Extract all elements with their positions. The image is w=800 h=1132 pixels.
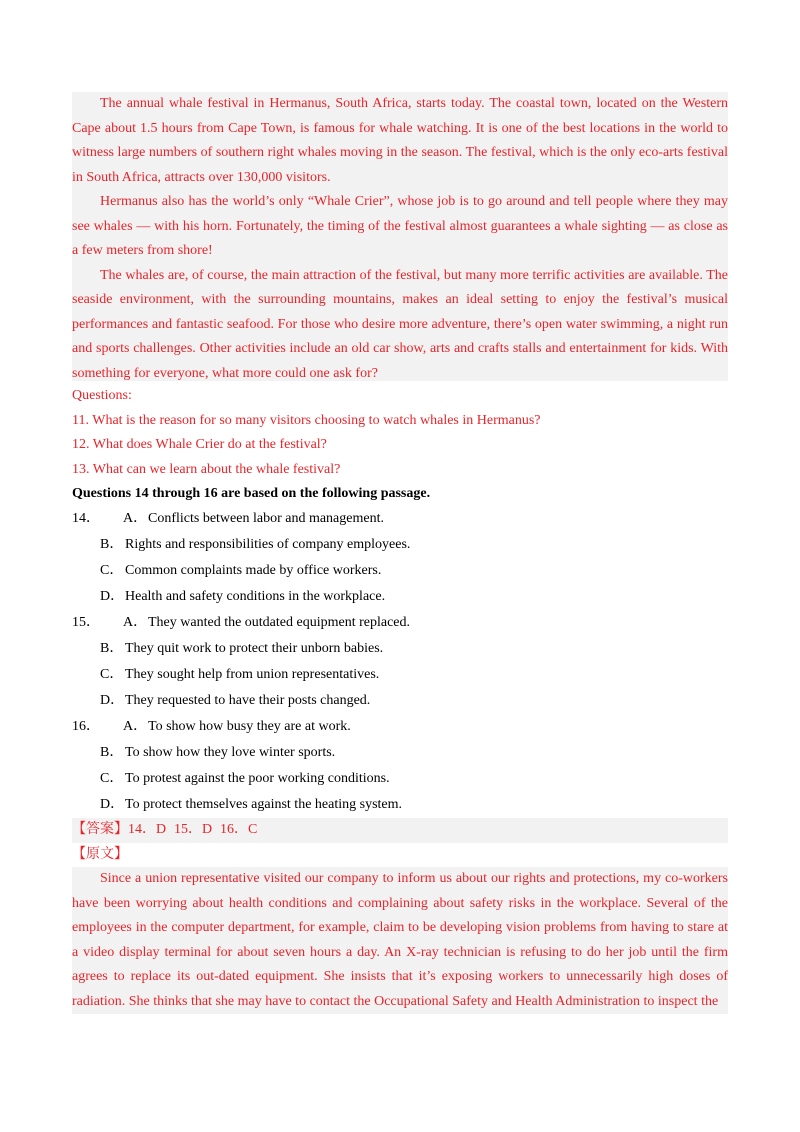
answer-15: 15．D xyxy=(174,822,213,837)
item-14-option-d xyxy=(100,584,385,610)
option-letter: A． xyxy=(123,615,148,630)
item-16-option-a xyxy=(72,714,351,740)
question-12: 12. What does Whale Crier do at the festival? xyxy=(72,437,327,452)
option-letter: D． xyxy=(100,797,125,812)
option-letter: B． xyxy=(100,537,124,552)
item-14-option-b xyxy=(100,532,410,558)
transcript-text: Since a union representative visited our company to inform us about our rights and protections, my co-workers have been worrying about health conditions and complaining about safety risks in the workplace. Several of the employees in the computer department, for example, claim to be developing vision problems from having to stare at a video display terminal for about seven hours a day. An X-ray technician is refusing to do her job until the firm agrees to replace its out-dated equipment. She insists that it’s exposing workers to unnecessarily high doses of radiation. She thinks that she may have to contact the Occupational Safety and Health Administration to inspect the xyxy=(72,871,728,1009)
option-text: To show how busy they are at work. xyxy=(148,719,351,734)
transcript-label: 【原文】 xyxy=(72,847,128,862)
option-text: They quit work to protect their unborn babies. xyxy=(125,641,384,656)
item-number: 16． xyxy=(72,719,100,734)
option-letter: D． xyxy=(100,589,125,604)
item-14-option-c xyxy=(100,558,381,584)
option-letter: A． xyxy=(123,511,148,526)
questions-list xyxy=(72,384,728,482)
transcript-passage xyxy=(72,867,728,1014)
answer-14: 14．D xyxy=(128,822,167,837)
item-15-option-d xyxy=(100,688,370,714)
option-letter: B． xyxy=(100,641,124,656)
option-letter: C． xyxy=(100,771,124,786)
option-text: To protest against the poor working conditions. xyxy=(125,771,390,786)
questions-heading: Questions: xyxy=(72,388,132,403)
answer-16: 16．C xyxy=(220,822,258,837)
option-text: They wanted the outdated equipment replaced. xyxy=(148,615,411,630)
option-text: They requested to have their posts changed. xyxy=(125,693,371,708)
item-16-option-b xyxy=(100,740,335,766)
answer-line xyxy=(72,818,728,843)
item-number: 14． xyxy=(72,511,100,526)
question-11: 11. What is the reason for so many visitors choosing to watch whales in Hermanus? xyxy=(72,412,541,428)
option-letter: C． xyxy=(100,563,124,578)
whale-paragraph-2: Hermanus also has the world’s only “Whale Crier”, whose job is to go around and tell people where they may see whales — with his horn. Fortunately, the timing of the festival almost guarantees a whale sighting — as close as a few meters from shore! xyxy=(72,194,728,258)
whale-paragraph-3: The whales are, of course, the main attraction of the festival, but many more terrific activities are available. The seaside environment, with the surrounding mountains, makes an ideal setting to enjoy the festival’s musical performances and fantastic seafood. For those who desire more adventure, there’s open water swimming, a night run and sports challenges. Other activities include an old car show, arts and crafts stalls and entertainment for kids. With something for everyone, what more could one ask for? xyxy=(72,267,728,381)
option-letter: C． xyxy=(100,667,124,682)
option-text: Common complaints made by office workers. xyxy=(125,563,382,578)
option-letter: A． xyxy=(123,719,148,734)
answer-label: 【答案】 xyxy=(72,822,128,837)
item-number: 15． xyxy=(72,615,100,630)
item-15-option-b xyxy=(100,636,383,662)
option-text: Health and safety conditions in the workplace. xyxy=(125,589,386,604)
item-15-option-a xyxy=(72,610,410,636)
option-text: To protect themselves against the heating system. xyxy=(125,797,403,812)
item-16-option-d xyxy=(100,792,402,818)
item-15-option-c xyxy=(100,662,379,688)
item-14-option-a xyxy=(72,506,384,532)
option-text: Rights and responsibilities of company employees. xyxy=(125,537,411,552)
option-letter: B． xyxy=(100,745,124,760)
whale-passage xyxy=(72,92,728,381)
option-text: They sought help from union representatives. xyxy=(125,667,380,682)
section-heading: Questions 14 through 16 are based on the following passage. xyxy=(72,486,431,501)
question-13: 13. What can we learn about the whale festival? xyxy=(72,461,341,477)
option-text: To show how they love winter sports. xyxy=(125,745,336,760)
whale-paragraph-1: The annual whale festival in Hermanus, South Africa, starts today. The coastal town, located on the Western Cape about 1.5 hours from Cape Town, is famous for whale watching. It is one of the best locations in the world to witness large numbers of southern right whales moving in the season. The festival, which is the only eco-arts festival in South Africa, attracts over 130,000 visitors. xyxy=(72,96,728,185)
option-text: Conflicts between labor and management. xyxy=(148,511,384,526)
option-letter: D． xyxy=(100,693,125,708)
item-16-option-c xyxy=(100,766,390,792)
